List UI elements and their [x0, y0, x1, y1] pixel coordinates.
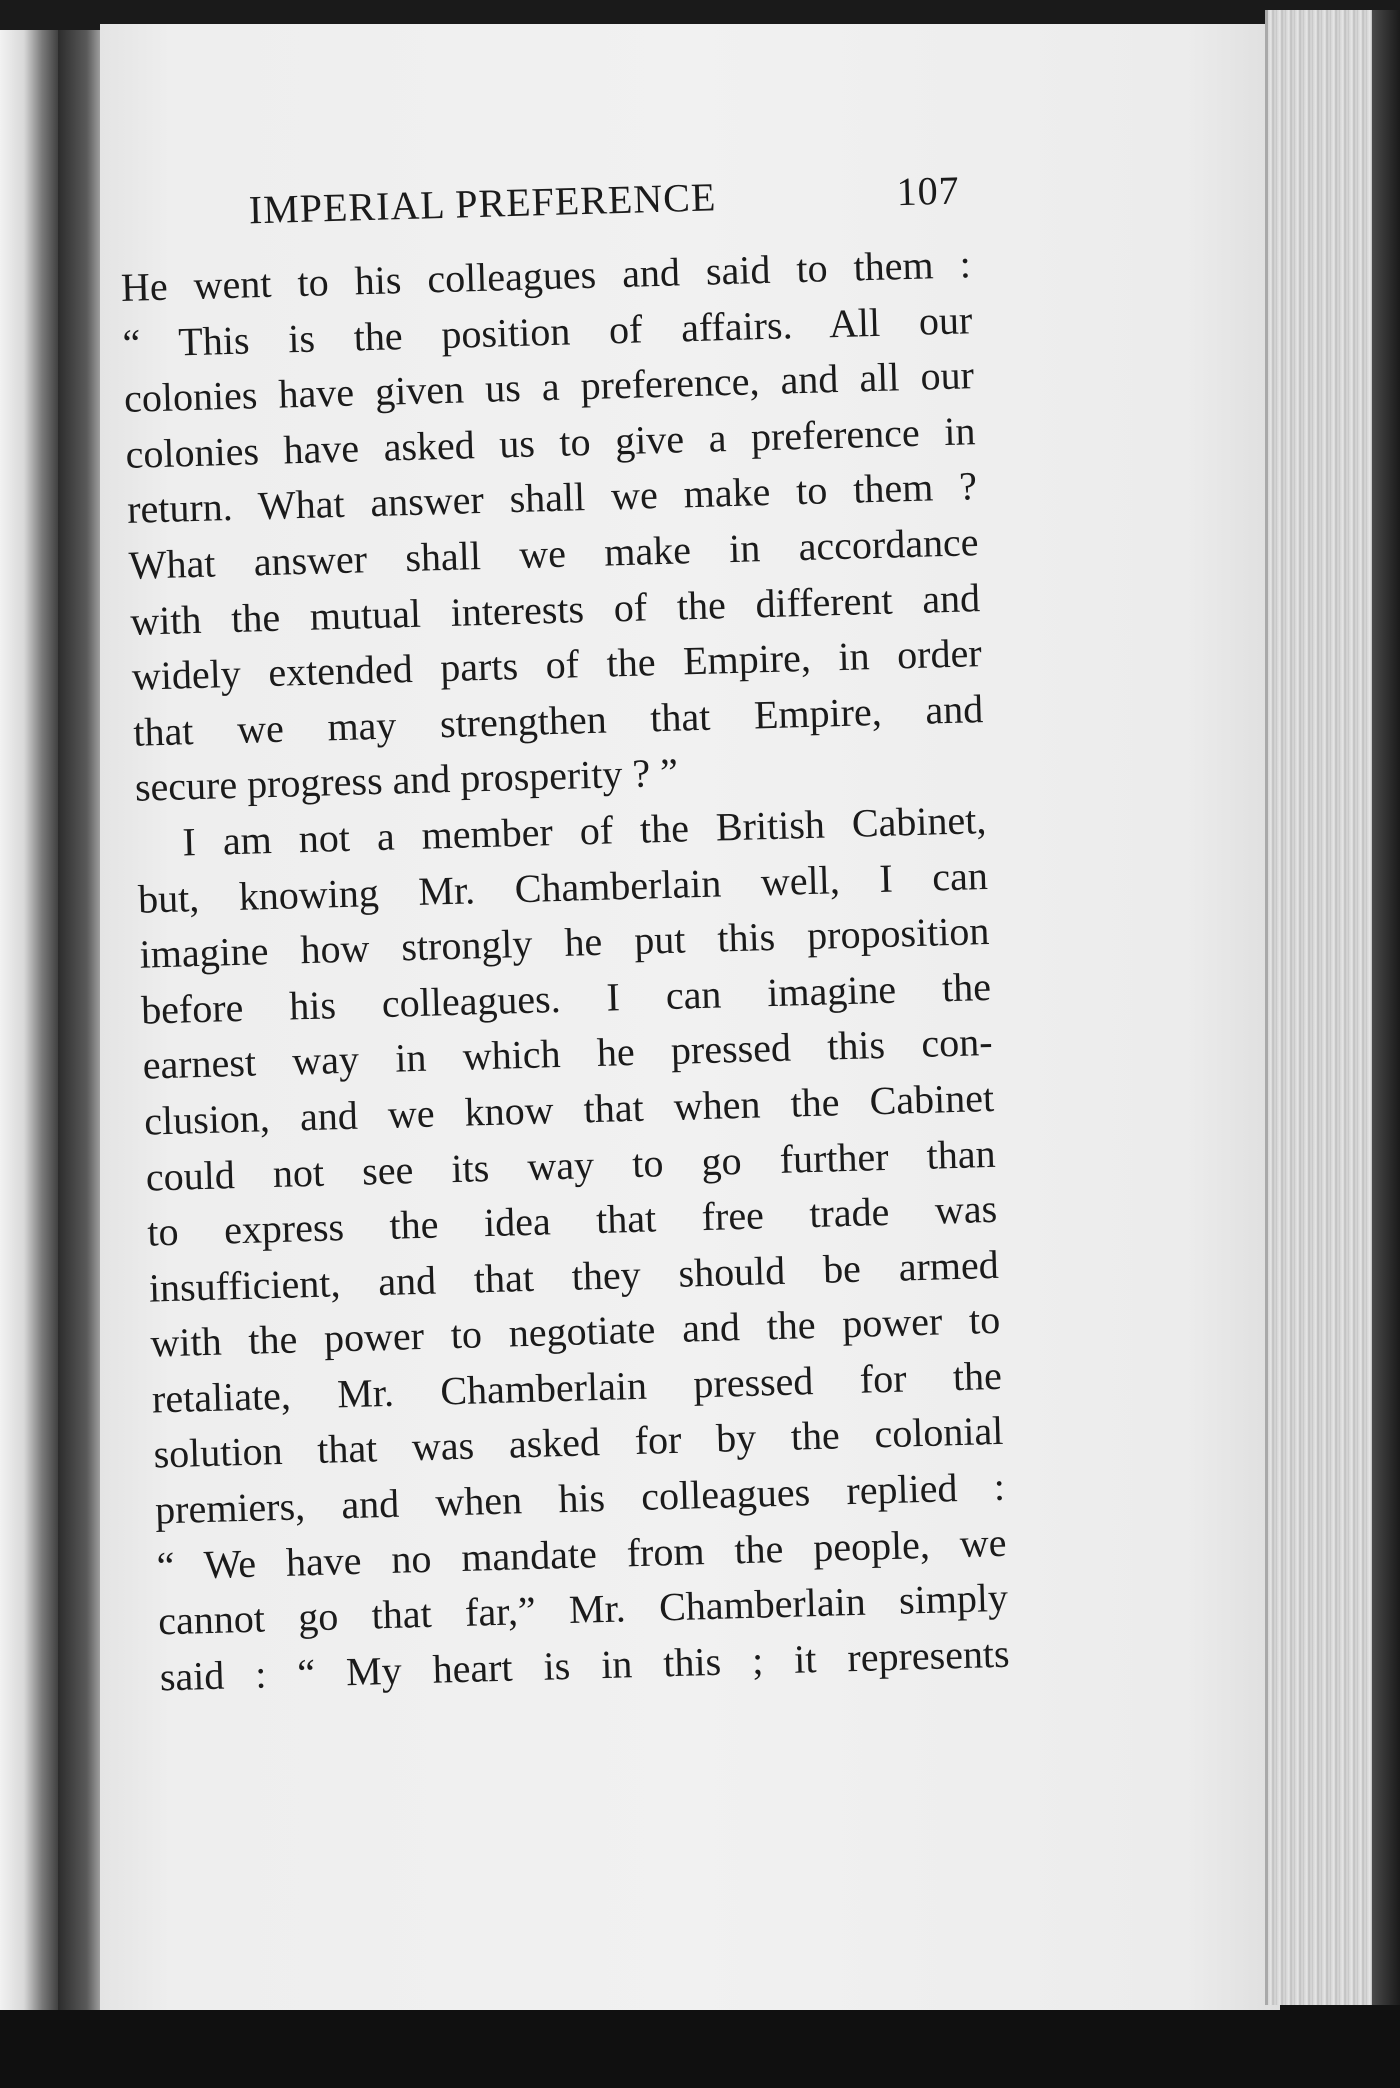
text-line: said : “ My heart is in this ; it represents — [159, 1630, 1011, 1700]
text-line: solution that was asked for by the colonial — [152, 1408, 1004, 1477]
text-line: colonies have given us a preference, and all our — [123, 352, 975, 422]
paragraph-2 — [136, 791, 1060, 1705]
text-line: clusion, and we know that when the Cabinet — [143, 1074, 995, 1144]
text-line: with the power to negotiate and the power to — [149, 1297, 1001, 1366]
book-cover-edge — [1372, 10, 1400, 2005]
text-line: insufficient, and that they should be armed — [148, 1241, 1000, 1311]
text-line: colonies have asked us to give a preference in — [125, 407, 976, 477]
text-line: before his colleagues. I can imagine the — [140, 963, 992, 1033]
page-number: 107 — [896, 167, 961, 215]
paragraph-1 — [120, 235, 1035, 816]
text-line: could not see its way to go further than — [145, 1130, 997, 1200]
text-line: widely extended parts of the Empire, in order — [131, 630, 983, 699]
text-line: secure progress and prosperity ? ” — [134, 749, 679, 811]
left-page-binding — [0, 30, 60, 2020]
text-line: with the mutual interests of the different and — [129, 574, 981, 644]
page-edges-stack — [1265, 10, 1383, 2005]
background-surface — [0, 2010, 1400, 2088]
page-text-block — [118, 155, 1060, 1705]
text-line: but, knowing Mr. Chamberlain well, I can — [137, 852, 989, 922]
gutter-shadow — [58, 30, 106, 2020]
text-line: retaliate, Mr. Chamberlain pressed for the — [151, 1352, 1003, 1422]
text-line: “ This is the position of affairs. All our — [121, 296, 973, 366]
text-line: cannot go that far,” Mr. Chamberlain simply — [157, 1574, 1009, 1644]
text-line: imagine how strongly he put this proposition — [139, 908, 990, 977]
text-line: What answer shall we make in accordance — [128, 519, 980, 588]
text-line: earnest way in which he pressed this con- — [142, 1019, 994, 1088]
text-line: He went to his colleagues and said to them : — [120, 241, 972, 310]
text-line: “ We have no mandate from the people, we — [156, 1519, 1008, 1589]
text-line: return. What answer shall we make to them ? — [126, 463, 978, 533]
text-line: I am not a member of the British Cabinet, — [181, 796, 987, 865]
text-line: premiers, and when his colleagues replied : — [154, 1463, 1006, 1533]
text-line: to express the idea that free trade was — [146, 1185, 998, 1255]
running-head-title: IMPERIAL PREFERENCE — [248, 174, 717, 233]
text-line: that we may strengthen that Empire, and — [132, 685, 984, 755]
